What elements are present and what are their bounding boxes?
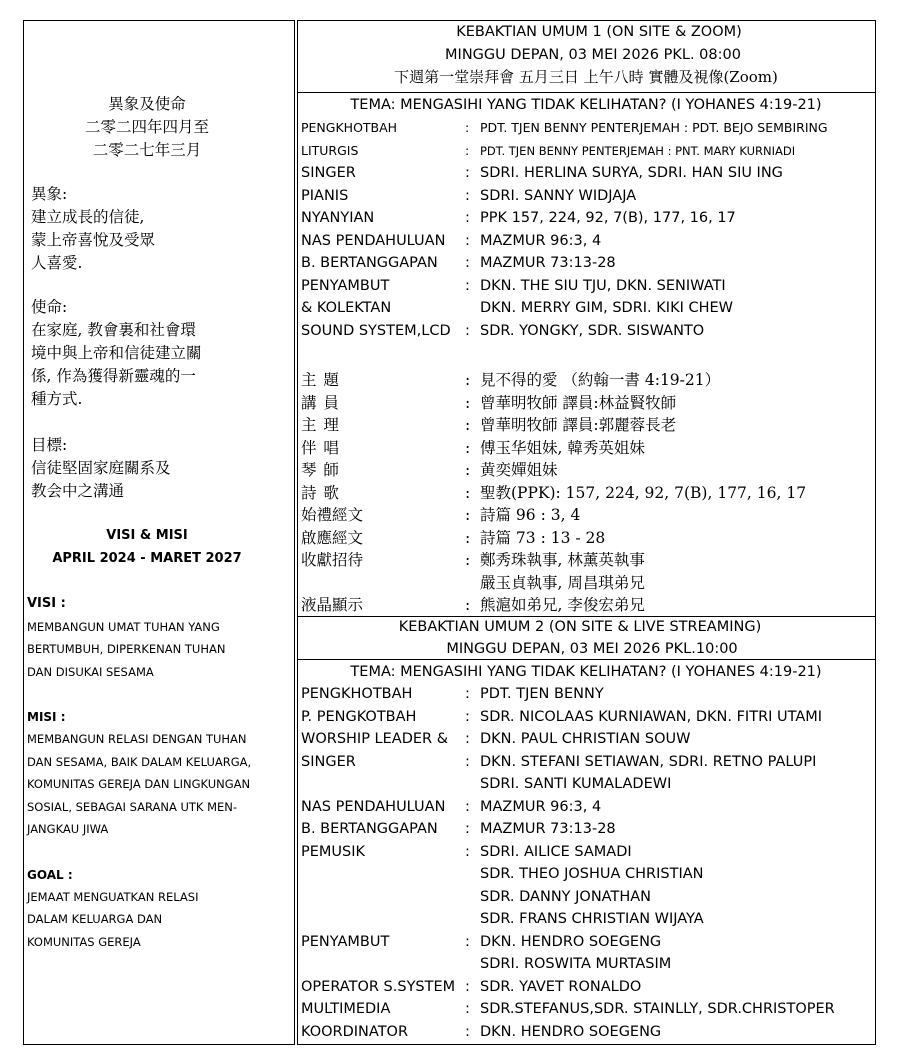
goal-line: JEMAAT MENGUATKAN RELASI	[27, 890, 199, 904]
visi-misi-period: APRIL 2024 - MARET 2027	[52, 551, 242, 566]
row-label: NYANYIAN	[301, 210, 375, 226]
cn-row-separator: :	[465, 439, 471, 457]
cn-row-value: 嚴玉貞執事, 周昌琪弟兄	[480, 574, 645, 592]
row-separator: :	[465, 754, 470, 770]
row-separator: :	[465, 120, 470, 135]
row-label: LITURGIS	[301, 143, 359, 158]
row-label: & KOLEKTAN	[301, 300, 392, 316]
row-value: SDRI. ROSWITA MURTASIM	[480, 956, 672, 972]
cn-row-label: 主 理	[301, 416, 340, 434]
misi-line: MEMBANGUN RELASI DENGAN TUHAN	[27, 732, 247, 746]
visi-line: DAN DISUKAI SESAMA	[27, 665, 154, 679]
row-value: DKN. HENDRO SOEGENG	[480, 1024, 662, 1040]
row-label: PENGKHOTBAH	[301, 120, 398, 135]
service1-title: KEBAKTIAN UMUM 1 (ON SITE & ZOOM)	[456, 24, 742, 40]
cn-row-separator: :	[465, 484, 471, 502]
row-separator: :	[465, 210, 470, 226]
row-value: SDRI. AILICE SAMADI	[480, 844, 632, 860]
row-separator: :	[465, 844, 470, 860]
row-value: SDR. THEO JOSHUA CHRISTIAN	[480, 866, 704, 882]
misi-line: JANGKAU JIWA	[27, 822, 109, 836]
cn-row-label: 詩 歌	[301, 484, 340, 502]
row-value: SDR. DANNY JONATHAN	[480, 889, 651, 905]
row-label: PEMUSIK	[301, 844, 366, 860]
cn-row-label: 始禮經文	[301, 506, 364, 524]
row-separator: :	[465, 255, 470, 271]
cn-vision-line: 人喜愛.	[31, 254, 83, 272]
cn-mission-line: 係, 作為獲得新靈魂的一	[31, 367, 196, 385]
row-label: MULTIMEDIA	[301, 1001, 391, 1017]
misi-line: SOSIAL, SEBAGAI SARANA UTK MEN-	[27, 800, 238, 814]
row-value: DKN. PAUL CHRISTIAN SOUW	[480, 731, 691, 747]
cn-vision-heading: 異象:	[31, 185, 68, 203]
cn-row-value: 詩篇 96 : 3, 4	[480, 506, 581, 524]
row-separator: :	[465, 233, 470, 249]
cn-row-separator: :	[465, 416, 471, 434]
service1-cn-title: 下週第一堂崇拜會 五月三日 上午八時 實體及視像(Zoom)	[394, 68, 778, 86]
divider	[297, 92, 876, 93]
row-value: SDR. YONGKY, SDR. SISWANTO	[480, 323, 705, 339]
cn-title-line: 異象及使命	[108, 95, 186, 113]
row-value: PPK 157, 224, 92, 7(B), 177, 16, 17	[480, 210, 736, 226]
row-separator: :	[465, 143, 470, 158]
cn-vision-line: 蒙上帝喜悅及受眾	[31, 231, 156, 249]
visi-line: MEMBANGUN UMAT TUHAN YANG	[27, 620, 220, 634]
row-label: OPERATOR S.SYSTEM	[301, 979, 456, 995]
row-label: B. BERTANGGAPAN	[301, 255, 438, 271]
goal-line: KOMUNITAS GEREJA	[27, 935, 141, 949]
row-label: WORSHIP LEADER &	[301, 731, 449, 747]
misi-line: DAN SESAMA, BAIK DALAM KELUARGA,	[27, 755, 252, 769]
divider	[297, 659, 876, 660]
cn-row-label: 收獻招待	[301, 551, 364, 569]
cn-row-separator: :	[465, 371, 471, 389]
row-separator: :	[465, 709, 470, 725]
cn-row-label: 講 員	[301, 394, 340, 412]
row-value: SDRI. SANNY WIDJAJA	[480, 188, 637, 204]
divider	[297, 616, 876, 617]
cn-goal-line: 信徒堅固家庭關系及	[31, 459, 171, 477]
row-label: PIANIS	[301, 188, 349, 204]
cn-row-label: 液晶顯示	[301, 596, 364, 614]
cn-row-label: 啟應經文	[301, 529, 364, 547]
service1-theme: TEMA: MENGASIHI YANG TIDAK KELIHATAN? (I YOHANES 4:19-21)	[350, 97, 822, 113]
row-label: PENYAMBUT	[301, 934, 390, 950]
cn-goal-line: 教会中之溝通	[31, 482, 125, 500]
row-label: KOORDINATOR	[301, 1024, 409, 1040]
cn-row-label: 主 題	[301, 371, 340, 389]
row-value: SDR. YAVET RONALDO	[480, 979, 642, 995]
row-separator: :	[465, 686, 470, 702]
service2-date: MINGGU DEPAN, 03 MEI 2026 PKL.10:00	[446, 641, 738, 657]
cn-row-value: 傅玉华姐妹, 韓秀英姐妹	[480, 439, 645, 457]
cn-row-value: 熊滬如弟兄, 李俊宏弟兄	[480, 596, 645, 614]
cn-row-separator: :	[465, 506, 471, 524]
cn-mission-line: 種方式.	[31, 390, 83, 408]
row-separator: :	[465, 165, 470, 181]
cn-mission-line: 境中與上帝和信徒建立關	[31, 344, 202, 362]
row-label: SINGER	[301, 754, 356, 770]
row-value: SDR. FRANS CHRISTIAN WIJAYA	[480, 911, 704, 927]
cn-row-label: 琴 師	[301, 461, 340, 479]
service2-theme: TEMA: MENGASIHI YANG TIDAK KELIHATAN? (I YOHANES 4:19-21)	[350, 664, 822, 680]
service2-title: KEBAKTIAN UMUM 2 (ON SITE & LIVE STREAMING)	[398, 619, 762, 635]
cn-title-line: 二零二四年四月至	[84, 118, 210, 136]
row-separator: :	[465, 821, 470, 837]
cn-row-separator: :	[465, 529, 471, 547]
row-separator: :	[465, 323, 470, 339]
row-value: SDR.STEFANUS,SDR. STAINLLY, SDR.CHRISTOPER	[480, 1001, 835, 1017]
row-label: PENGKHOTBAH	[301, 686, 413, 702]
row-value: DKN. STEFANI SETIAWAN, SDRI. RETNO PALUPI	[480, 754, 817, 770]
goal-heading: GOAL :	[27, 868, 73, 882]
cn-mission-line: 在家庭, 教會裏和社會環	[31, 321, 196, 339]
row-value: SDRI. SANTI KUMALADEWI	[480, 776, 672, 792]
row-value: PDT. TJEN BENNY	[480, 686, 604, 702]
cn-mission-heading: 使命:	[31, 298, 68, 316]
row-value: MAZMUR 96:3, 4	[480, 799, 602, 815]
cn-row-separator: :	[465, 461, 471, 479]
row-separator: :	[465, 934, 470, 950]
row-separator: :	[465, 979, 470, 995]
row-separator: :	[465, 731, 470, 747]
row-separator: :	[465, 1001, 470, 1017]
row-value: SDRI. HERLINA SURYA, SDRI. HAN SIU ING	[480, 165, 783, 181]
cn-row-value: 鄭秀珠執事, 林薰英執事	[480, 551, 645, 569]
cn-goal-heading: 目標:	[31, 436, 68, 454]
row-label: SINGER	[301, 165, 356, 181]
cn-row-value: 聖教(PPK): 157, 224, 92, 7(B), 177, 16, 17	[480, 484, 807, 502]
visi-line: BERTUMBUH, DIPERKENAN TUHAN	[27, 642, 226, 656]
row-value: PDT. TJEN BENNY PENTERJEMAH : PNT. MARY KURNIADI	[480, 144, 796, 158]
row-label: P. PENGKOTBAH	[301, 709, 417, 725]
row-value: PDT. TJEN BENNY PENTERJEMAH : PDT. BEJO SEMBIRING	[480, 120, 828, 135]
cn-row-value: 曾華明牧師 譯員:郭麗蓉長老	[480, 416, 677, 434]
cn-title-line: 二零二七年三月	[92, 141, 202, 159]
misi-line: KOMUNITAS GEREJA DAN LINGKUNGAN	[27, 777, 251, 791]
visi-misi-title: VISI & MISI	[106, 528, 188, 543]
row-value: DKN. MERRY GIM, SDRI. KIKI CHEW	[480, 300, 733, 316]
row-value: MAZMUR 96:3, 4	[480, 233, 602, 249]
row-label: B. BERTANGGAPAN	[301, 821, 438, 837]
row-separator: :	[465, 188, 470, 204]
cn-row-separator: :	[465, 596, 471, 614]
cn-vision-line: 建立成長的信徒,	[31, 208, 145, 226]
cn-row-value: 黄奕嬋姐妹	[480, 461, 558, 479]
row-value: MAZMUR 73:13-28	[480, 255, 616, 271]
cn-row-value: 曾華明牧師 譯員:林益賢牧師	[480, 394, 677, 412]
cn-row-value: 詩篇 73 : 13 - 28	[480, 529, 606, 547]
row-label: SOUND SYSTEM,LCD	[301, 323, 451, 339]
row-separator: :	[465, 278, 470, 294]
cn-row-separator: :	[465, 394, 471, 412]
row-value: DKN. HENDRO SOEGENG	[480, 934, 662, 950]
row-value: SDR. NICOLAAS KURNIAWAN, DKN. FITRI UTAMI	[480, 709, 823, 725]
cn-row-label: 伴 唱	[301, 439, 340, 457]
visi-heading: VISI :	[27, 596, 66, 611]
row-separator: :	[465, 1024, 470, 1040]
row-label: PENYAMBUT	[301, 278, 390, 294]
service1-date: MINGGU DEPAN, 03 MEI 2026 PKL. 08:00	[445, 47, 741, 63]
cn-row-value: 見不得的愛 （約翰一書 4:19-21）	[480, 371, 721, 389]
row-separator: :	[465, 799, 470, 815]
cn-row-separator: :	[465, 551, 471, 569]
misi-heading: MISI :	[27, 710, 66, 724]
goal-line: DALAM KELUARGA DAN	[27, 912, 163, 926]
row-label: NAS PENDAHULUAN	[301, 799, 446, 815]
row-value: MAZMUR 73:13-28	[480, 821, 616, 837]
row-label: NAS PENDAHULUAN	[301, 233, 446, 249]
row-value: DKN. THE SIU TJU, DKN. SENIWATI	[480, 278, 726, 294]
